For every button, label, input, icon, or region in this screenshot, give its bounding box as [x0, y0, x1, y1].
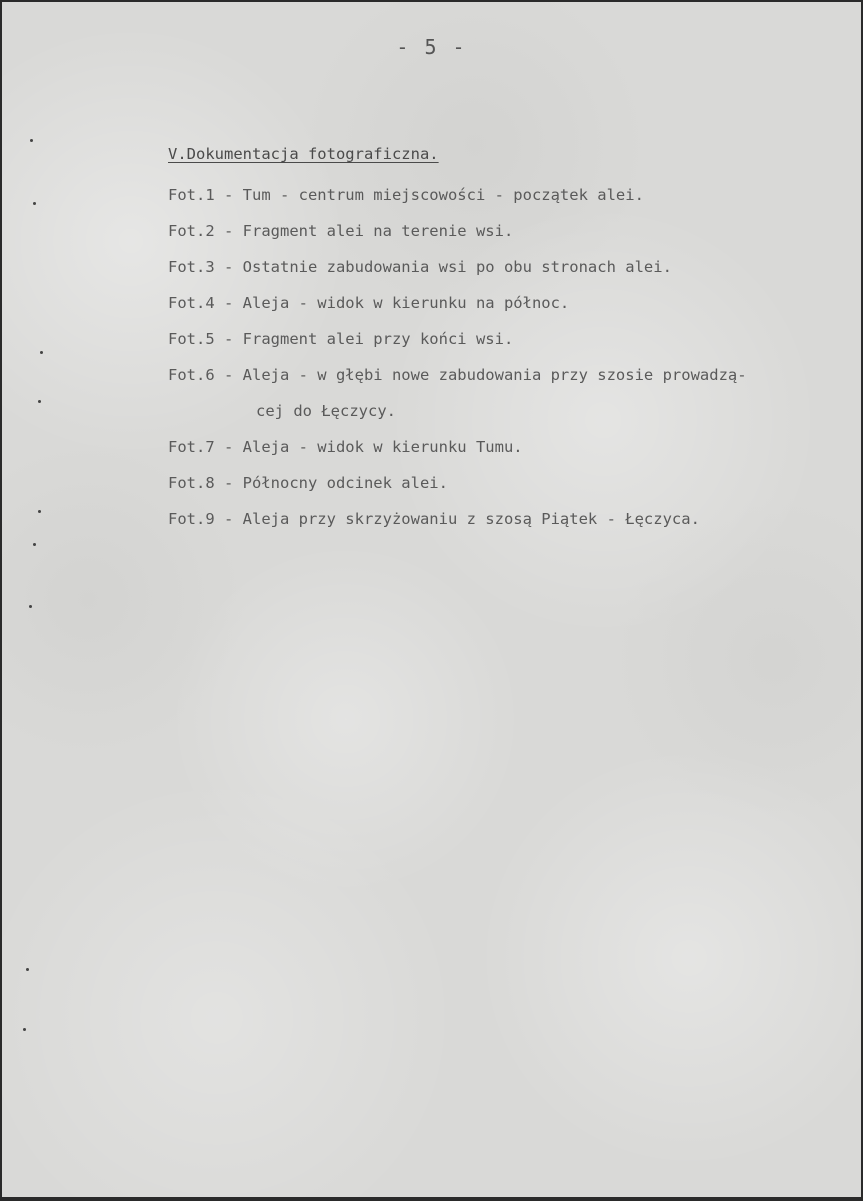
section-title: V.Dokumentacja fotograficzna. — [168, 145, 439, 163]
binding-hole-mark — [23, 1028, 26, 1031]
photo-caption-7 — [168, 438, 747, 456]
photo-caption-text: Fot.3 - Ostatnie zabudowania wsi po obu stronach alei. — [168, 258, 672, 276]
binding-hole-mark — [26, 968, 29, 971]
page-number: - 5 - — [396, 35, 467, 59]
photo-caption-4 — [168, 294, 747, 312]
photo-caption-1 — [168, 186, 747, 204]
photo-caption-text: Fot.8 - Północny odcinek alei. — [168, 474, 448, 492]
binding-hole-mark — [38, 510, 41, 513]
photo-caption-2 — [168, 222, 747, 240]
photo-caption-5 — [168, 330, 747, 348]
photo-caption-text: Fot.2 - Fragment alei na terenie wsi. — [168, 222, 514, 240]
photo-list — [168, 186, 747, 546]
document-page — [2, 2, 861, 1197]
binding-hole-mark — [38, 400, 41, 403]
binding-hole-mark — [29, 605, 32, 608]
photo-caption-text: Fot.6 - Aleja - w głębi nowe zabudowania przy szosie prowadzą- — [168, 366, 747, 384]
binding-hole-mark — [40, 351, 43, 354]
photo-caption-continuation: cej do Łęczycy. — [256, 402, 396, 420]
binding-hole-mark — [33, 543, 36, 546]
binding-hole-mark — [30, 139, 33, 142]
photo-caption-6 — [168, 366, 747, 420]
photo-caption-text: Fot.7 - Aleja - widok w kierunku Tumu. — [168, 438, 523, 456]
photo-caption-8 — [168, 474, 747, 492]
photo-caption-3 — [168, 258, 747, 276]
photo-caption-text: Fot.1 - Tum - centrum miejscowości - początek alei. — [168, 186, 644, 204]
photo-caption-9 — [168, 510, 747, 528]
photo-caption-text: Fot.5 - Fragment alei przy końci wsi. — [168, 330, 514, 348]
binding-hole-mark — [33, 202, 36, 205]
photo-caption-text: Fot.9 - Aleja przy skrzyżowaniu z szosą Piątek - Łęczyca. — [168, 510, 700, 528]
photo-caption-text: Fot.4 - Aleja - widok w kierunku na północ. — [168, 294, 570, 312]
